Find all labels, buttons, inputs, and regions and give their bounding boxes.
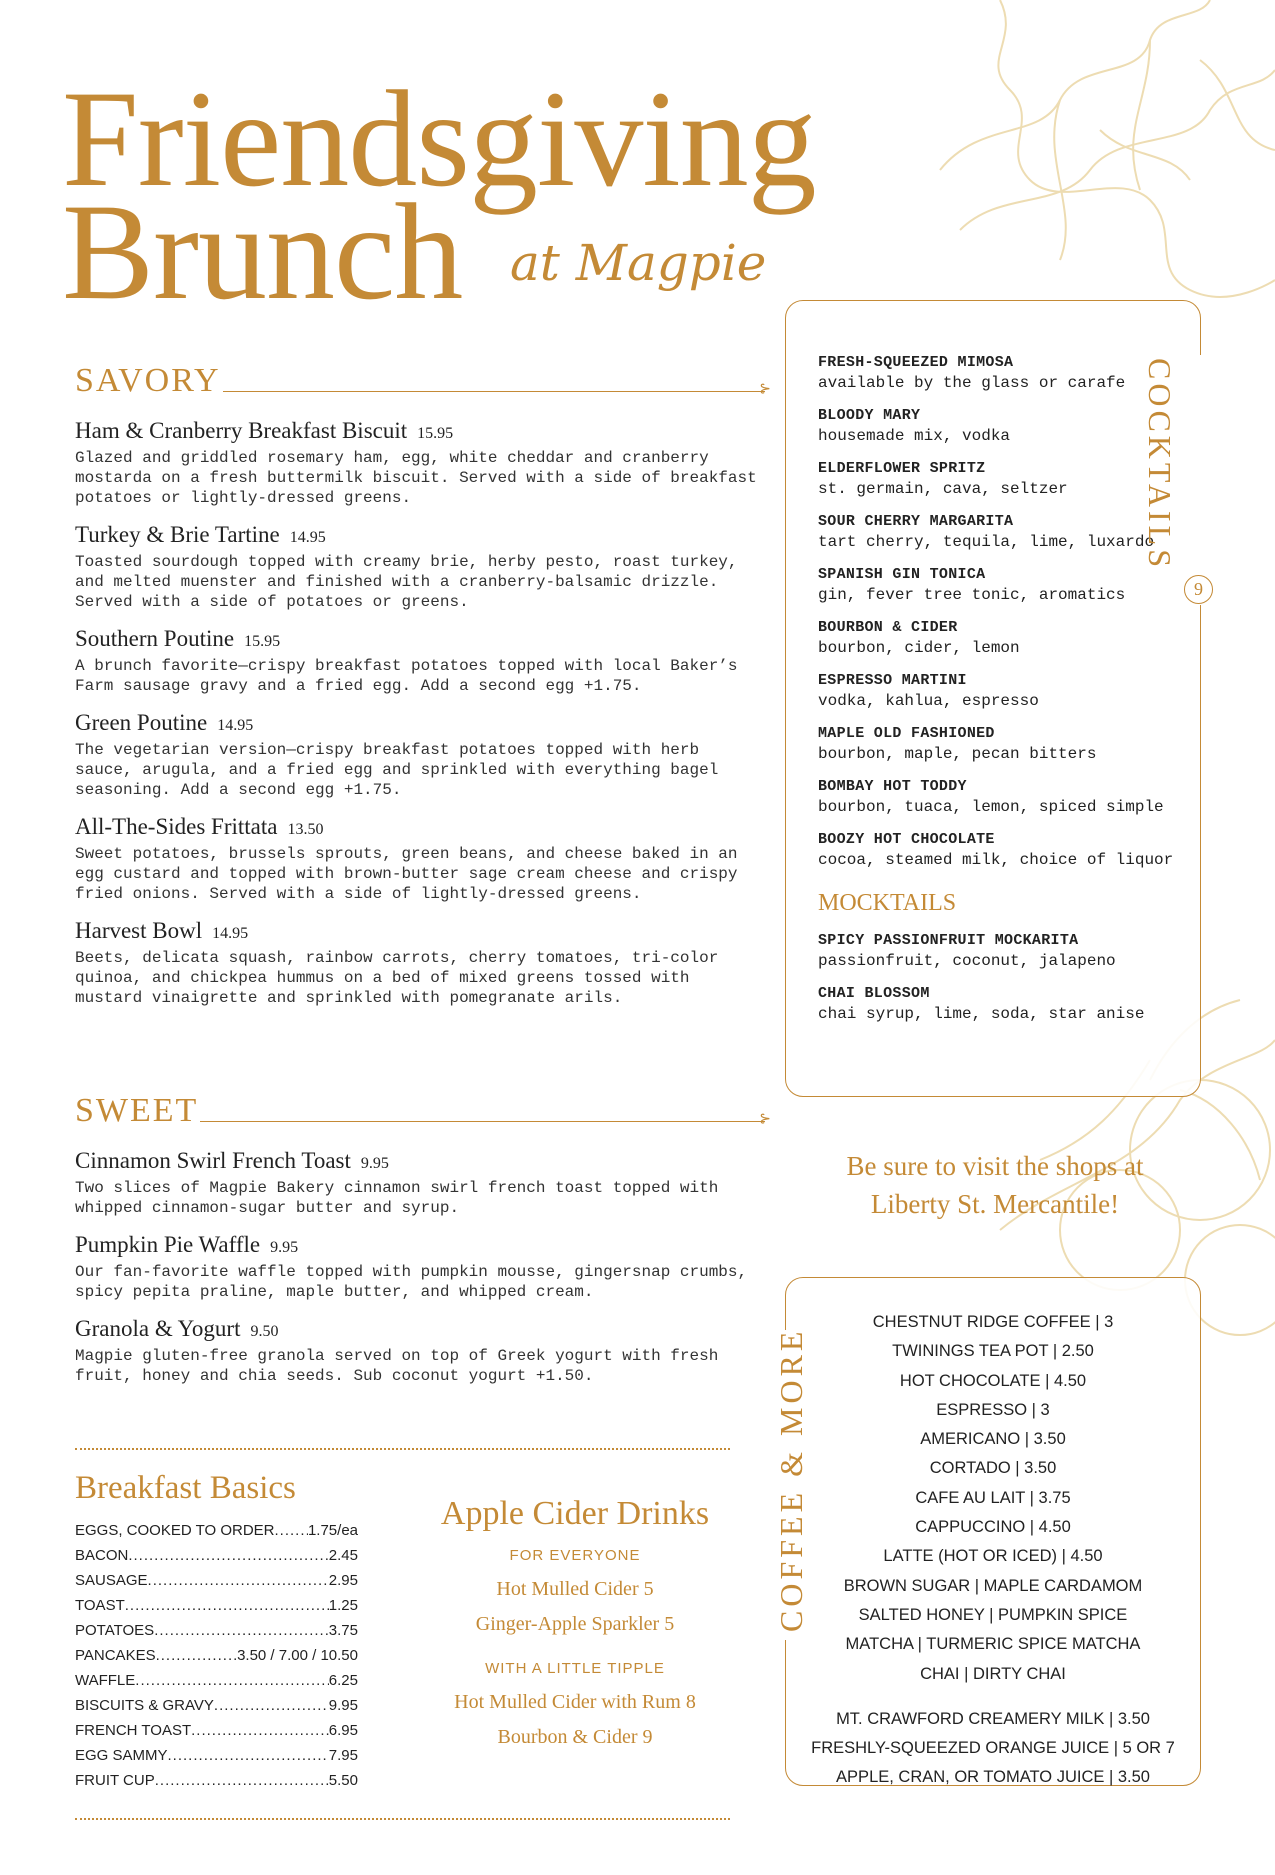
cider-subheading-tipple: WITH A LITTLE TIPPLE [485, 1660, 665, 1677]
basics-item-price: 7.95 [328, 1747, 358, 1764]
leader-dots [125, 1593, 329, 1618]
cocktail-item [818, 618, 1198, 658]
coffee-item: MT. CRAWFORD CREAMERY MILK | 3.50 [836, 1709, 1150, 1728]
cocktail-description: bourbon, maple, pecan bitters [818, 745, 1097, 763]
menu-item-header [75, 418, 765, 444]
menu-item-name: Pumpkin Pie Waffle [75, 1232, 261, 1257]
menu-item-header [75, 710, 765, 736]
cocktail-name: BOOZY HOT CHOCOLATE [818, 831, 995, 848]
menu-item [75, 1232, 765, 1302]
coffee-item: TWININGS TEA POT | 2.50 [892, 1342, 1094, 1361]
cocktail-description: cocoa, steamed milk, choice of liquor [818, 851, 1174, 869]
sweet-section [75, 1090, 765, 1400]
basics-item-price: 9.95 [328, 1697, 358, 1714]
basics-row [75, 1768, 358, 1793]
cocktail-item [818, 830, 1198, 870]
coffee-box [785, 1277, 1201, 1786]
cocktail-name: ESPRESSO MARTINI [818, 672, 967, 689]
basics-item-name: FRENCH TOAST [75, 1722, 192, 1739]
breakfast-basics-list [75, 1518, 358, 1793]
basics-row [75, 1718, 358, 1743]
menu-item-price: 15.95 [417, 425, 454, 442]
menu-item-description: The vegetarian version—crispy breakfast potatoes topped with herb sauce, arugula, and a fried egg and sprinkled with everything bagel seasoning. Add a second egg +1.75. [75, 741, 719, 799]
coffee-item: HOT CHOCOLATE | 4.50 [899, 1371, 1087, 1390]
leader-dots [155, 1768, 329, 1793]
cocktail-description: chai syrup, lime, soda, star anise [818, 1005, 1145, 1023]
menu-item-header [75, 1232, 765, 1258]
menu-item [75, 626, 765, 696]
coffee-item: CAFE AU LAIT | 3.75 [915, 1488, 1071, 1507]
basics-item-name: PANCAKES [75, 1647, 156, 1664]
coffee-item: CHAI | DIRTY CHAI [920, 1664, 1066, 1683]
cocktail-description: available by the glass or carafe [818, 374, 1126, 392]
basics-row [75, 1543, 358, 1568]
apple-cider-heading: Apple Cider Drinks [440, 1495, 710, 1532]
basics-row [75, 1668, 358, 1693]
coffee-list [786, 1308, 1200, 1793]
cocktail-name: BOMBAY HOT TODDY [818, 778, 967, 795]
menu-item-price: 14.95 [212, 925, 249, 942]
menu-item-name: Harvest Bowl [75, 918, 203, 943]
coffee-item: CAPPUCCINO | 4.50 [915, 1518, 1071, 1537]
cocktail-item [818, 984, 1198, 1024]
cocktail-name: SPICY PASSIONFRUIT MOCKARITA [818, 932, 1079, 949]
oak-leaf-icon [998, 0, 1275, 297]
menu-item-header [75, 918, 765, 944]
menu-item-name: Ham & Cranberry Breakfast Biscuit [75, 418, 408, 443]
apple-cider-section [420, 1495, 730, 1755]
basics-item-price: 2.45 [328, 1547, 358, 1564]
menu-item-description: A brunch favorite—crispy breakfast potatoes topped with local Baker’s Farm sausage gravy and a fried egg. Add a second egg +1.75. [75, 657, 738, 695]
cocktail-description: tart cherry, tequila, lime, luxardo [818, 533, 1155, 551]
menu-item-description: Magpie gluten-free granola served on top of Greek yogurt with fresh fruit, honey and chia seeds. Sub coconut yogurt +1.50. [75, 1347, 719, 1385]
cider-item: Hot Mulled Cider 5 [496, 1578, 654, 1600]
shops-note: Be sure to visit the shops at Liberty St. Mercantile! [846, 1151, 1144, 1219]
basics-item-name: EGGS, COOKED TO ORDER [75, 1522, 275, 1539]
savory-section [75, 360, 765, 1022]
cocktail-name: BOURBON & CIDER [818, 619, 958, 636]
title-suffix: at Magpie [510, 234, 767, 292]
leader-dots [274, 1518, 307, 1543]
basics-row [75, 1568, 358, 1593]
menu-item [75, 1316, 765, 1386]
mocktails-heading: MOCKTAILS [818, 890, 957, 916]
menu-item-description: Our fan-favorite waffle topped with pumpkin mousse, gingersnap crumbs, spicy pepita praline, maple butter, and whipped cream. [75, 1263, 748, 1301]
cocktail-name: SOUR CHERRY MARGARITA [818, 513, 1014, 530]
menu-item [75, 814, 765, 904]
oak-leaf-icon [940, 0, 1210, 170]
menu-item-header [75, 1148, 765, 1174]
title-line-2: Brunch [62, 175, 463, 328]
menu-item [75, 1148, 765, 1218]
leader-dots [156, 1643, 237, 1668]
leader-dots [135, 1668, 329, 1693]
menu-item-name: Green Poutine [75, 710, 208, 735]
cocktail-description: st. germain, cava, seltzer [818, 480, 1068, 498]
cider-item: Hot Mulled Cider with Rum 8 [454, 1691, 696, 1713]
menu-item-price: 9.95 [360, 1155, 389, 1172]
savory-heading: SAVORY ⊱ [75, 360, 765, 400]
coffee-item: LATTE (HOT OR ICED) | 4.50 [883, 1547, 1103, 1566]
cocktail-item [818, 565, 1198, 605]
menu-item-price: 13.50 [287, 821, 324, 838]
leader-dots [154, 1618, 329, 1643]
menu-item-price: 15.95 [244, 633, 281, 650]
basics-item-name: BACON [75, 1547, 129, 1564]
basics-row [75, 1643, 358, 1668]
menu-item-price: 14.95 [289, 529, 326, 546]
basics-item-price: 6.25 [328, 1672, 358, 1689]
coffee-item: BROWN SUGAR | MAPLE CARDAMOM [843, 1576, 1143, 1595]
basics-item-price: 1.75/ea [307, 1522, 358, 1539]
cocktail-item [818, 777, 1198, 817]
basics-row [75, 1518, 358, 1543]
breakfast-basics-heading: Breakfast Basics [75, 1470, 296, 1506]
menu-item-name: Cinnamon Swirl French Toast [75, 1148, 351, 1173]
cocktail-item [818, 724, 1198, 764]
basics-row [75, 1743, 358, 1768]
basics-item-name: FRUIT CUP [75, 1772, 155, 1789]
menu-item-name: All-The-Sides Frittata [75, 814, 278, 839]
menu-item-description: Glazed and griddled rosemary ham, egg, white cheddar and cranberry mostarda on a fresh buttermilk biscuit. Served with a side of breakfast potatoes or lightly-dressed greens. [75, 449, 757, 507]
basics-item-name: POTATOES [75, 1622, 155, 1639]
leader-dots [191, 1718, 329, 1743]
menu-item-header [75, 626, 765, 652]
coffee-item: CORTADO | 3.50 [929, 1459, 1057, 1478]
basics-row [75, 1593, 358, 1618]
leader-dots [168, 1743, 329, 1768]
leader-dots [214, 1693, 329, 1718]
cocktail-name: ELDERFLOWER SPRITZ [818, 460, 986, 477]
title-line-1: Friendsgiving [62, 62, 816, 215]
menu-item-price: 14.95 [217, 717, 254, 734]
cocktails-heading: COCKTAILS [1142, 358, 1178, 571]
basics-item-price: 5.50 [328, 1772, 358, 1789]
cocktail-name: BLOODY MARY [818, 407, 921, 424]
coffee-item: AMERICANO | 3.50 [920, 1430, 1066, 1449]
cocktail-description: bourbon, cider, lemon [818, 639, 1020, 657]
menu-item-price: 9.95 [270, 1239, 299, 1256]
cocktail-name: FRESH-SQUEEZED MIMOSA [818, 354, 1014, 371]
coffee-item: FRESHLY-SQUEEZED ORANGE JUICE | 5 OR 7 [811, 1739, 1175, 1758]
cocktail-item [818, 931, 1198, 971]
menu-item-header [75, 814, 765, 840]
basics-item-price: 3.50 / 7.00 / 10.50 [237, 1647, 358, 1664]
basics-row [75, 1693, 358, 1718]
cocktails-box [785, 300, 1201, 1097]
cocktail-description: housemade mix, vodka [818, 427, 1011, 445]
basics-item-name: EGG SAMMY [75, 1747, 168, 1764]
menu-item [75, 522, 765, 612]
coffee-item: ESPRESSO | 3 [936, 1400, 1050, 1419]
menu-item-description: Toasted sourdough topped with creamy brie, herby pesto, roast turkey, and melted muenster and finished with a cranberry-balsamic drizzle. Served with a side of potatoes or greens. [75, 553, 738, 611]
cocktail-description: gin, fever tree tonic, aromatics [818, 586, 1126, 604]
menu-item-description: Sweet potatoes, brussels sprouts, green beans, and cheese baked in an egg custard and topped with brown-butter sage cream cheese and crispy fried onions. Served with a side of lightly-dressed greens. [75, 845, 738, 903]
basics-item-name: BISCUITS & GRAVY [75, 1697, 214, 1714]
menu-item-name: Southern Poutine [75, 626, 235, 651]
basics-row [75, 1618, 358, 1643]
cider-subheading-everyone: FOR EVERYONE [509, 1547, 641, 1564]
coffee-item: CHESTNUT RIDGE COFFEE | 3 [872, 1313, 1114, 1331]
coffee-item: SALTED HONEY | PUMPKIN SPICE [858, 1605, 1128, 1624]
basics-item-price: 1.25 [328, 1597, 358, 1614]
basics-item-price: 2.95 [328, 1572, 358, 1589]
coffee-item: APPLE, CRAN, OR TOMATO JUICE | 3.50 [836, 1768, 1150, 1787]
cocktail-name: MAPLE OLD FASHIONED [818, 725, 995, 742]
menu-item-name: Granola & Yogurt [75, 1316, 241, 1341]
cocktail-item [818, 671, 1198, 711]
cider-item: Ginger-Apple Sparkler 5 [475, 1613, 675, 1635]
menu-item-description: Two slices of Magpie Bakery cinnamon swirl french toast topped with whipped cinnamon-sugar butter and syrup. [75, 1179, 719, 1217]
basics-item-price: 6.95 [328, 1722, 358, 1739]
menu-item [75, 418, 765, 508]
cocktail-name: CHAI BLOSSOM [818, 985, 930, 1002]
cider-item: Bourbon & Cider 9 [497, 1726, 653, 1748]
leader-dots [148, 1568, 329, 1593]
leader-dots [128, 1543, 328, 1568]
menu-item-header [75, 1316, 765, 1342]
menu-item-description: Beets, delicata squash, rainbow carrots, cherry tomatoes, tri-color quinoa, and chickpea hummus on a bed of mixed greens tossed with mustard vinaigrette and sprinkled with pomegranate arils. [75, 949, 719, 1007]
cocktail-description: bourbon, tuaca, lemon, spiced simple [818, 798, 1164, 816]
sweet-heading: SWEET ⊱ [75, 1090, 765, 1130]
coffee-item: MATCHA | TURMERIC SPICE MATCHA [845, 1635, 1141, 1654]
menu-item-header [75, 522, 765, 548]
cocktail-description: vodka, kahlua, espresso [818, 692, 1039, 710]
basics-item-name: WAFFLE [75, 1672, 136, 1689]
menu-item-price: 9.50 [250, 1323, 279, 1340]
menu-item [75, 710, 765, 800]
menu-item-name: Turkey & Brie Tartine [75, 522, 280, 547]
basics-item-price: 3.75 [328, 1622, 358, 1639]
divider-top [75, 1448, 730, 1450]
cocktails-price-badge: 9 [1184, 575, 1213, 604]
coffee-heading: COFFEE & MORE [773, 1327, 809, 1632]
basics-item-name: SAUSAGE [75, 1572, 148, 1589]
menu-item [75, 918, 765, 1008]
cocktail-name: SPANISH GIN TONICA [818, 566, 986, 583]
cocktail-description: passionfruit, coconut, jalapeno [818, 952, 1116, 970]
basics-item-name: TOAST [75, 1597, 125, 1614]
divider-bottom [75, 1818, 730, 1820]
